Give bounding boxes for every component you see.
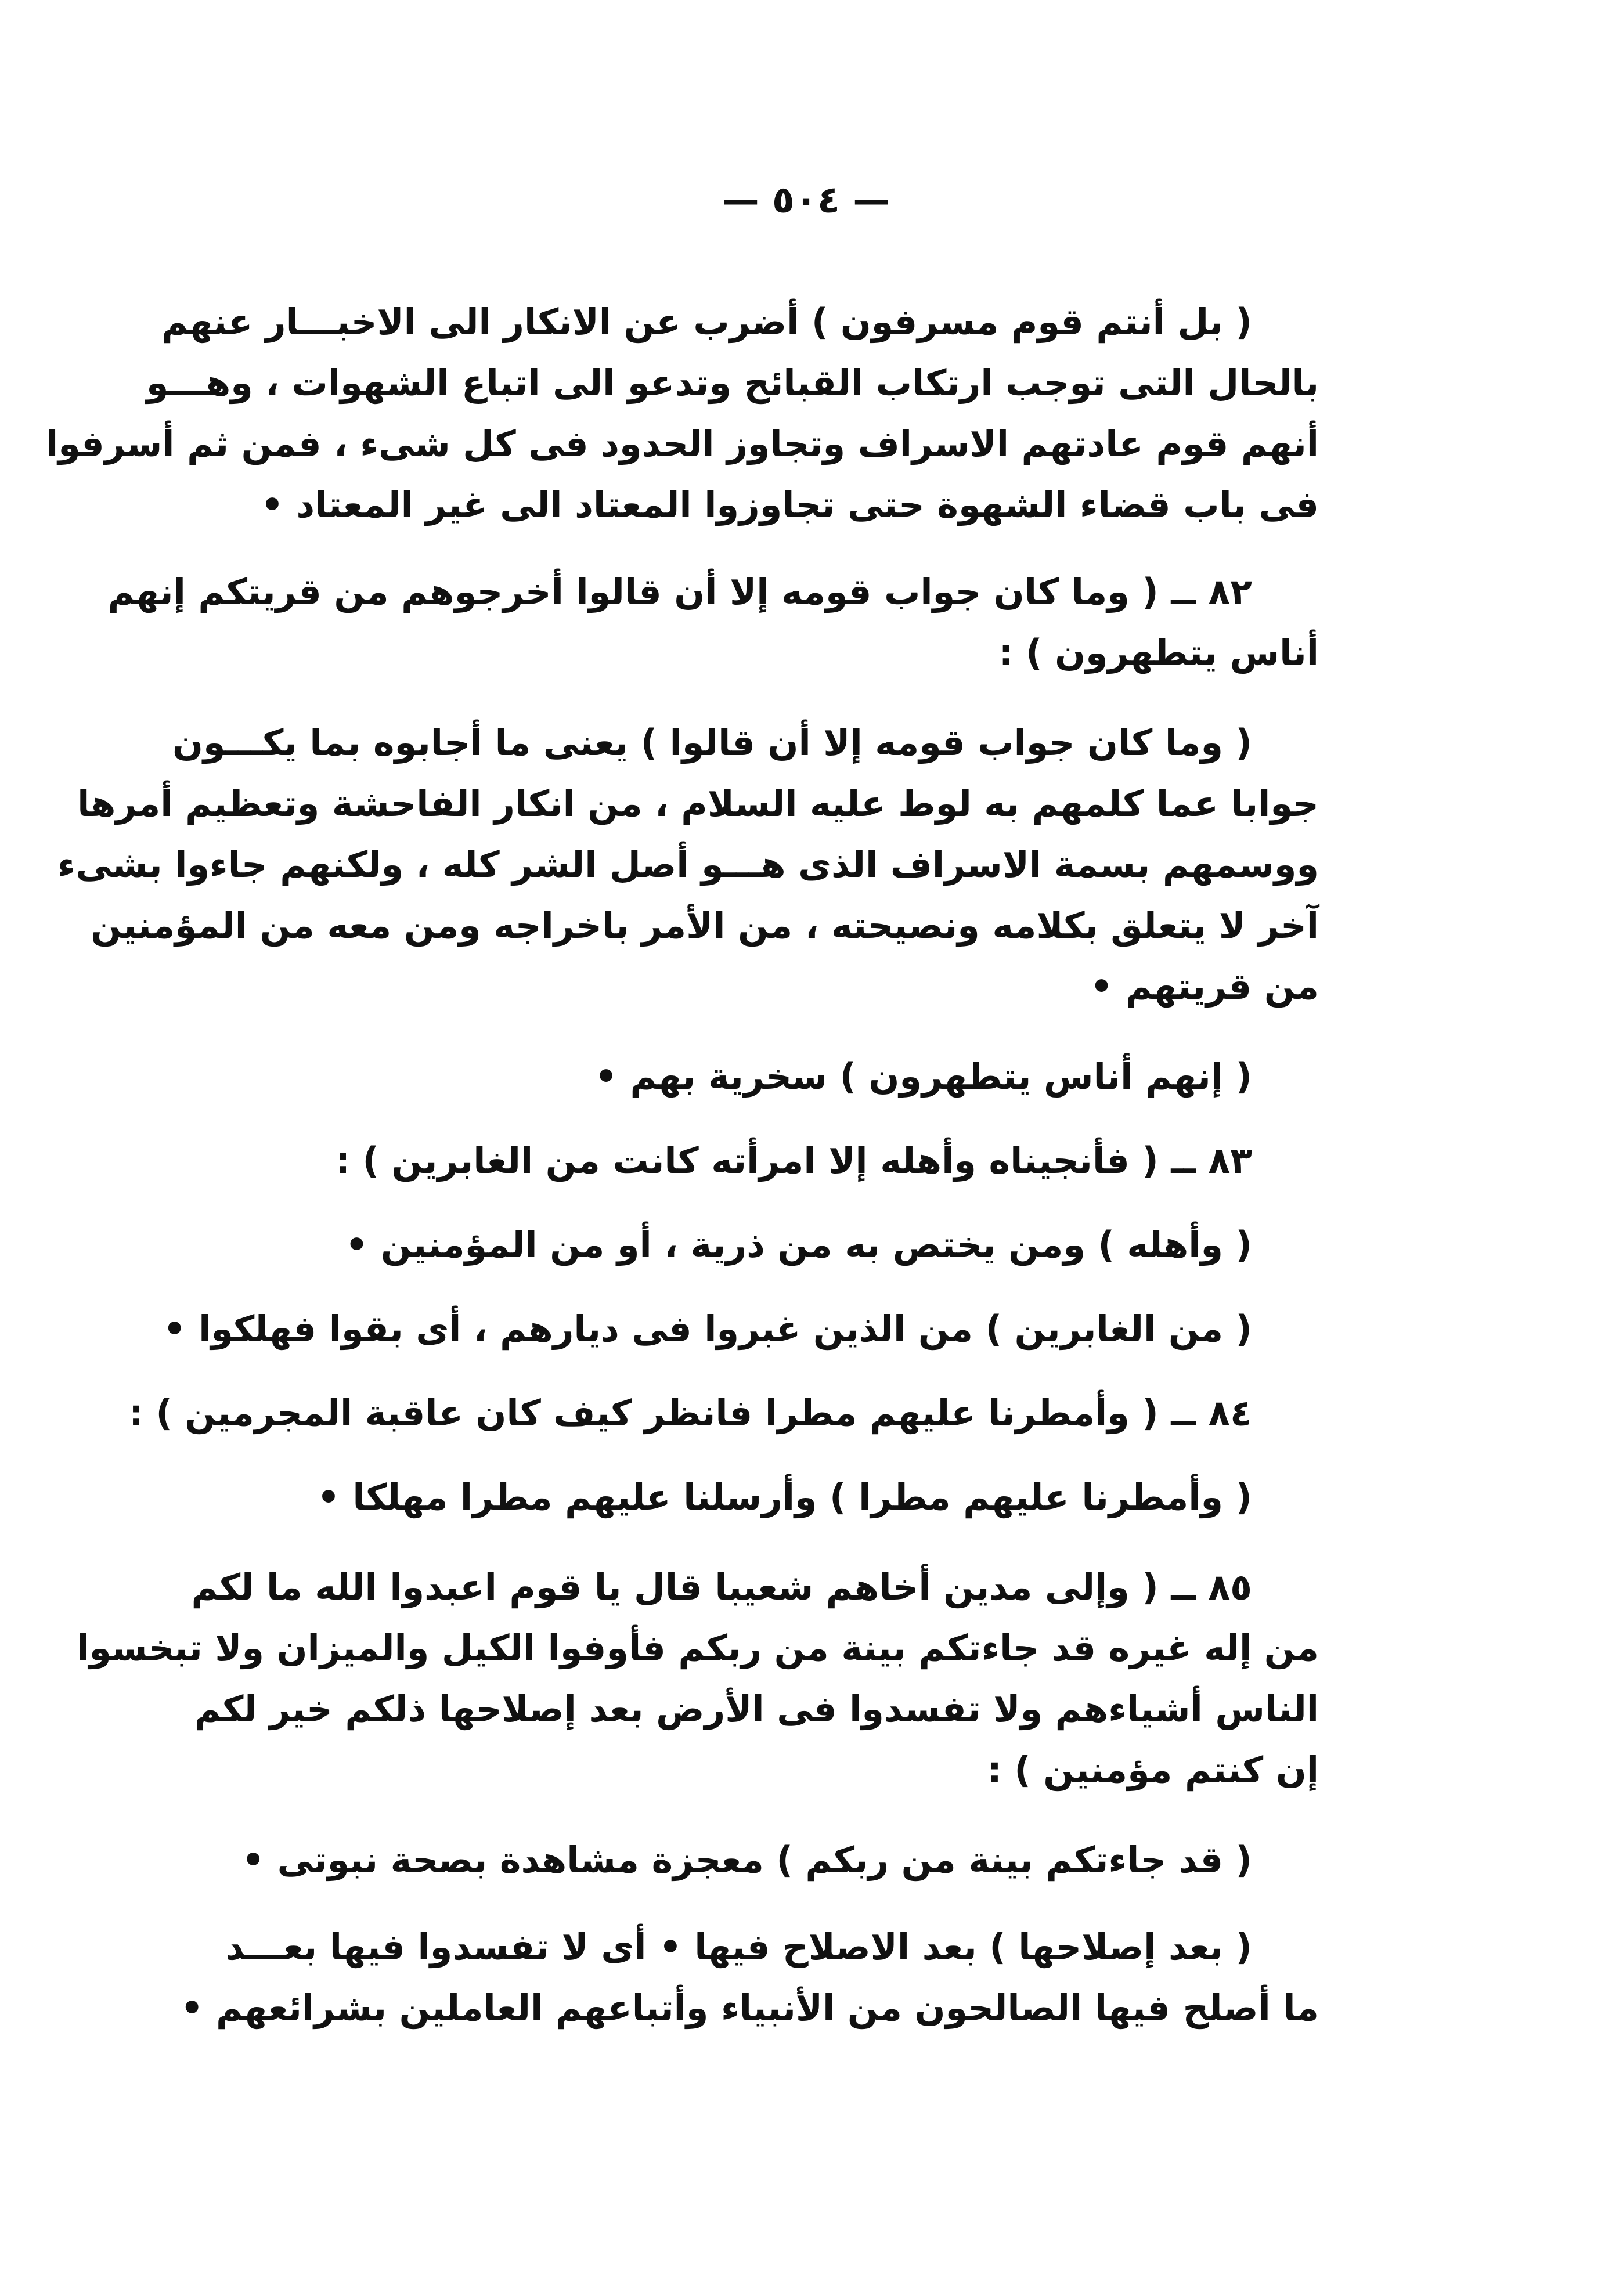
text-line: ما أصلح فيها الصالحون من الأنبياء وأتباعهم العاملين بشرائعهم •	[180, 1987, 1319, 2029]
text-line: من قريتهم •	[1090, 965, 1319, 1008]
text-line: ٨٤ ــ ( وأمطرنا عليهم مطرا فانظر كيف كان عاقبة المجرمين ) :	[129, 1392, 1252, 1434]
text-line: ( بعد إصلاحها ) بعد الاصلاح فيها • أى لا تفسدوا فيها بعـــد	[225, 1926, 1252, 1968]
text-line: أنهم قوم عادتهم الاسراف وتجاوز الحدود فى كل شىء ، فمن ثم أسرفوا	[46, 423, 1319, 465]
text-line: ( وأهله ) ومن يختص به من ذرية ، أو من المؤمنين •	[345, 1223, 1252, 1266]
text-line: جوابا عما كلمهم به لوط عليه السلام ، من انكار الفاحشة وتعظيم أمرها	[77, 782, 1319, 825]
text-line: الناس أشياءهم ولا تفسدوا فى الأرض بعد إصلاحها ذلكم خير لكم	[194, 1688, 1319, 1730]
text-line: ٨٥ ــ ( وإلى مدين أخاهم شعيبا قال يا قوم اعبدوا الله ما لكم	[191, 1566, 1252, 1608]
text-line: ووسمهم بسمة الاسراف الذى هـــو أصل الشر كله ، ولكنهم جاءوا بشىء	[57, 843, 1319, 886]
text-line: أناس يتطهرون ) :	[998, 631, 1319, 674]
text-line: بالحال التى توجب ارتكاب القبائح وتدعو الى اتباع الشهوات ، وهـــو	[146, 362, 1319, 404]
text-line: من إله غيره قد جاءتكم بينة من ربكم فأوفوا الكيل والميزان ولا تبخسوا	[77, 1627, 1319, 1669]
page-number: — ٥٠٤ —	[722, 179, 890, 222]
text-line: إن كنتم مؤمنين ) :	[987, 1749, 1319, 1791]
text-line: ٨٣ ــ ( فأنجيناه وأهله إلا امرأته كانت من الغابرين ) :	[336, 1139, 1252, 1182]
text-line: فى باب قضاء الشهوة حتى تجاوزوا المعتاد الى غير المعتاد •	[261, 483, 1319, 526]
text-line: ( وما كان جواب قومه إلا أن قالوا ) يعنى ما أجابوه بما يكـــون	[172, 721, 1252, 764]
text-line: ( بل أنتم قوم مسرفون ) أضرب عن الانكار الى الاخبـــار عنهم	[161, 301, 1252, 343]
text-line: ٨٢ ــ ( وما كان جواب قومه إلا أن قالوا أخرجوهم من قريتكم إنهم	[107, 571, 1252, 613]
text-line: ( وأمطرنا عليهم مطرا ) وأرسلنا عليهم مطرا مهلكا •	[317, 1476, 1252, 1518]
text-line: آخر لا يتعلق بكلامه ونصيحته ، من الأمر باخراجه ومن معه من المؤمنين	[91, 904, 1319, 947]
text-line: ( قد جاءتكم بينة من ربكم ) معجزة مشاهدة بصحة نبوتى •	[241, 1839, 1252, 1881]
text-line: ( إنهم أناس يتطهرون ) سخرية بهم •	[594, 1055, 1252, 1098]
text-line: ( من الغابرين ) من الذين غبروا فى ديارهم ، أى بقوا فهلكوا •	[163, 1308, 1252, 1350]
